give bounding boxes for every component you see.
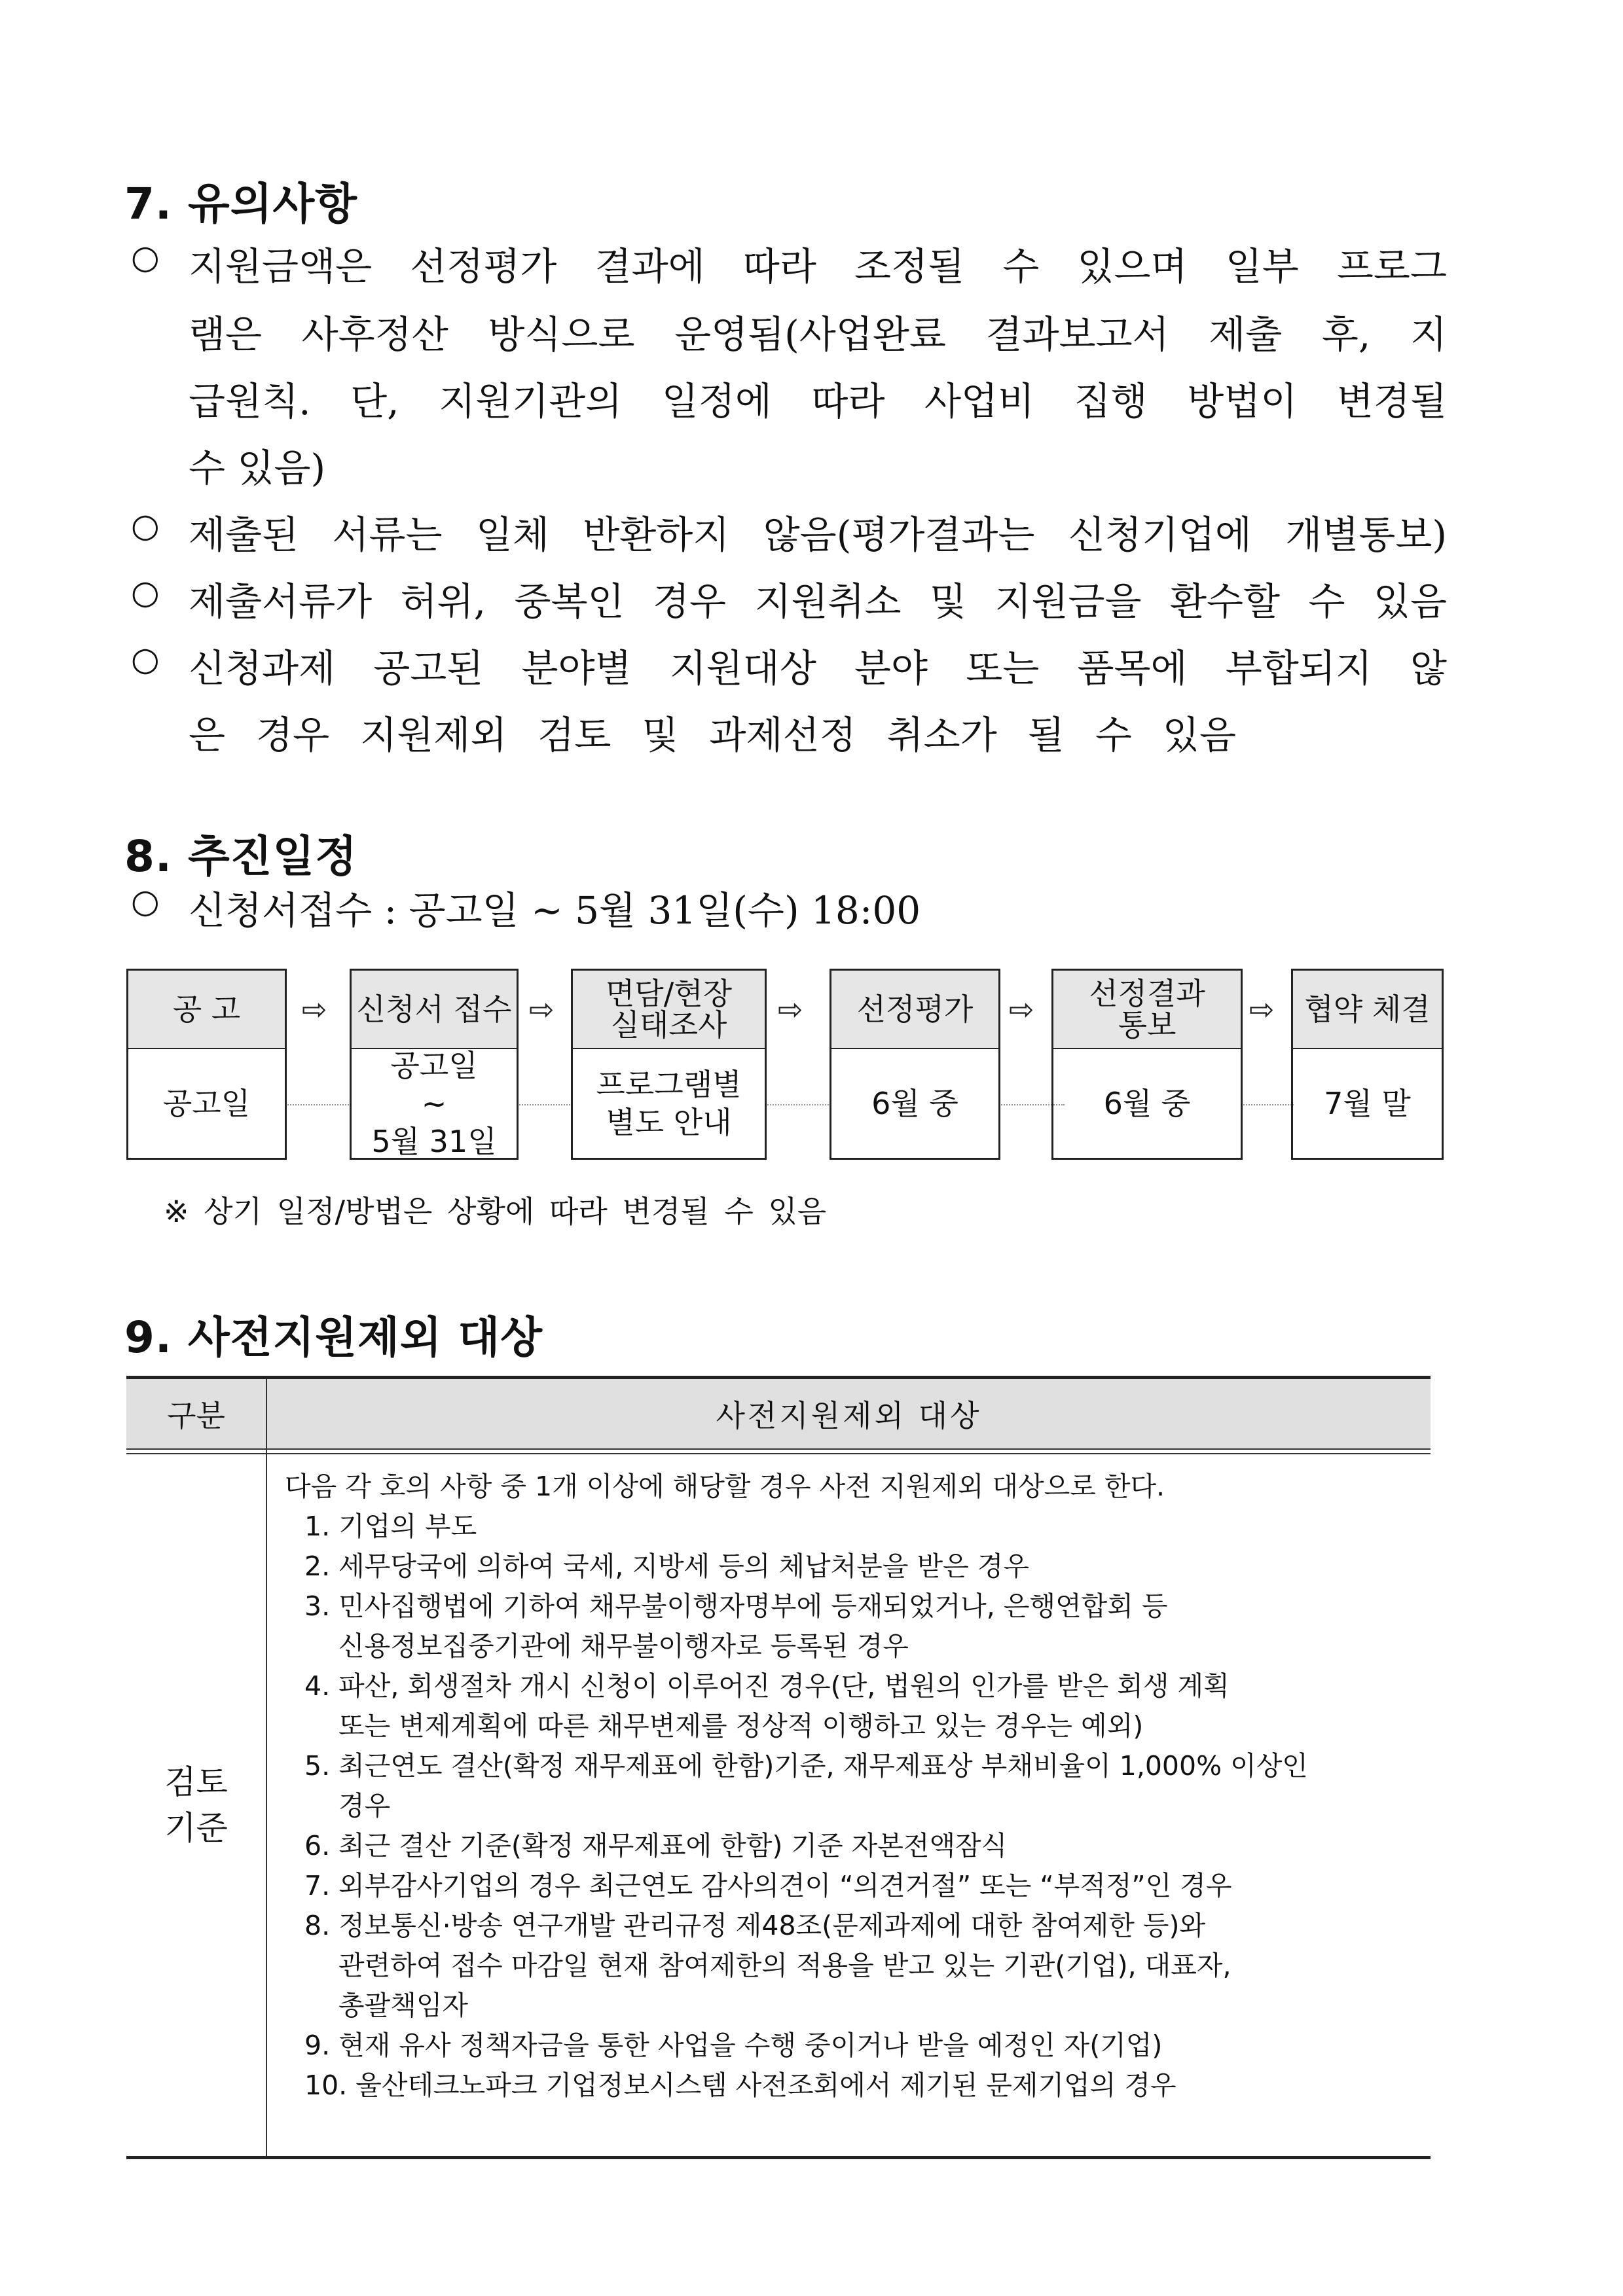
- table-list-item-cont: 총괄책임자: [338, 1990, 469, 2021]
- table-list-item: 1. 기업의 부도: [304, 1511, 477, 1542]
- notice-item-4: [0, 637, 1623, 706]
- table-list-item-cont: 또는 변제계획에 따른 채무변제를 정상적 이행하고 있는 경우는 예외): [338, 1710, 1144, 1742]
- notice-item-3: [0, 571, 1623, 639]
- table-intro-line: 다음 각 호의 사항 중 1개 이상에 해당할 경우 사전 지원제외 대상으로 한다.: [285, 1471, 1165, 1502]
- step-body-line: 공고일: [390, 1048, 478, 1083]
- arrow-right-icon: ⇨: [778, 992, 803, 1027]
- circle-bullet-icon: ○: [131, 238, 160, 276]
- exclusion-table: [126, 1376, 1431, 2159]
- notice-line: 신청과제 공고된 분야별 지원대상 분야 또는 품목에 부합되지 않: [189, 646, 1447, 691]
- arrow-right-icon: ⇨: [529, 992, 555, 1027]
- notice-line: 제출된 서류는 일체 반환하지 않음(평가결과는 신청기업에 개별통보): [189, 512, 1447, 557]
- step-header: [1053, 971, 1241, 1049]
- step-body: [573, 1049, 765, 1158]
- section-7-title: 7. 유의사항: [124, 179, 357, 229]
- table-list-item: 5. 최근연도 결산(확정 재무제표에 한함)기준, 재무제표상 부채비율이 1,000% 이상인: [304, 1750, 1308, 1782]
- table-category-cell: [126, 1454, 266, 2156]
- circle-bullet-icon: ○: [131, 640, 160, 678]
- step-body: 6월 중: [1103, 1086, 1191, 1121]
- table-header-divider: [126, 1448, 1431, 1454]
- step-header-line: 통보: [1118, 1007, 1176, 1043]
- category-line: 검토: [164, 1763, 228, 1801]
- step-body-line: 5월 31일: [371, 1124, 497, 1159]
- connector-line: [765, 1104, 831, 1105]
- step-body: 공고일: [162, 1086, 251, 1121]
- notice-item-2: [0, 504, 1623, 572]
- section-8-title: 8. 추진일정: [124, 831, 357, 882]
- step-header: [573, 971, 765, 1049]
- notice-line: 은 경우 지원제외 검토 및 과제선정 취소가 될 수 있음: [189, 713, 1236, 757]
- table-bottom-border: [126, 2156, 1431, 2159]
- table-list-item: 9. 현재 유사 정책자금을 통한 사업을 수행 중이거나 받을 예정인 자(기업): [304, 2030, 1163, 2061]
- table-list-item: 7. 외부감사기업의 경우 최근연도 감사의견이 “의견거절” 또는 “부적정”인 경우: [304, 1870, 1232, 1901]
- table-list-item-cont: 관련하여 접수 마감일 현재 참여제한의 적용을 받고 있는 기관(기업), 대표자,: [338, 1950, 1231, 1981]
- table-list-item: 2. 세무당국에 의하여 국세, 지방세 등의 체납처분을 받은 경우: [304, 1551, 1029, 1582]
- step-header: 협약 체결: [1293, 971, 1442, 1049]
- step-header-line: 면담/현장: [605, 976, 733, 1011]
- step-body: 7월 말: [1324, 1086, 1411, 1121]
- arrow-right-icon: ⇨: [1249, 992, 1275, 1027]
- table-list-item: 3. 민사집행법에 기하여 채무불이행자명부에 등재되었거나, 은행연합회 등: [304, 1590, 1168, 1622]
- step-header: 공 고: [128, 971, 285, 1049]
- step-body: 6월 중: [871, 1086, 958, 1121]
- step-body-line: 프로그램별: [596, 1067, 742, 1102]
- circle-bullet-icon: ○: [131, 507, 160, 545]
- arrow-right-icon: ⇨: [302, 992, 327, 1027]
- connector-line: [1241, 1104, 1294, 1105]
- step-body: [352, 1049, 517, 1158]
- table-list-item-cont: 신용정보집중기관에 채무불이행자로 등록된 경우: [338, 1630, 909, 1662]
- step-body-line: ~: [421, 1086, 447, 1121]
- step-header: 선정평가: [831, 971, 998, 1049]
- table-list-item: 4. 파산, 회생절차 개시 신청이 이루어진 경우(단, 법원의 인가를 받은 회생 계획: [304, 1670, 1230, 1702]
- step-header-line: 선정결과: [1089, 976, 1205, 1011]
- step-body-line: 별도 안내: [606, 1105, 732, 1140]
- notice-item-1-cont: [0, 437, 1623, 505]
- notice-item-1-cont: [0, 304, 1623, 372]
- schedule-step-interview: [571, 969, 767, 1160]
- schedule-step-result-notice: [1051, 969, 1243, 1160]
- notice-line: 램은 사후정산 방식으로 운영됨(사업완료 결과보고서 제출 후, 지: [189, 312, 1447, 357]
- arrow-right-icon: ⇨: [1009, 992, 1034, 1027]
- connector-line: [285, 1104, 351, 1105]
- notice-line: 수 있음): [189, 446, 326, 490]
- table-list-item: 6. 최근 결산 기준(확정 재무제표에 한함) 기준 자본전액잠식: [304, 1830, 1008, 1861]
- category-line: 기준: [164, 1809, 228, 1847]
- step-header: 신청서 접수: [352, 971, 517, 1049]
- table-list-item-cont: 경우: [338, 1790, 391, 1821]
- circle-bullet-icon: ○: [131, 573, 160, 611]
- table-list-item: 8. 정보통신·방송 연구개발 관리규정 제48조(문제과제에 대한 참여제한 등)와: [304, 1910, 1206, 1941]
- circle-bullet-icon: ○: [131, 882, 160, 920]
- schedule-step-evaluation: [830, 969, 1000, 1160]
- notice-line: 지원금액은 선정평가 결과에 따라 조정될 수 있으며 일부 프로그: [189, 244, 1447, 289]
- schedule-note: ※ 상기 일정/방법은 상황에 따라 변경될 수 있음: [164, 1194, 827, 1229]
- schedule-step-announcement: [126, 969, 287, 1160]
- notice-item-1-cont: [0, 370, 1623, 439]
- section-9-title: 9. 사전지원제외 대상: [124, 1312, 543, 1363]
- table-header-target: 사전지원제외 대상: [716, 1398, 982, 1433]
- application-period: [0, 880, 1623, 948]
- step-header-line: 실태조사: [610, 1007, 727, 1043]
- table-header-category: 구분: [167, 1398, 225, 1433]
- notice-line: 급원칙. 단, 지원기관의 일정에 따라 사업비 집행 방법이 변경될: [189, 379, 1447, 423]
- connector-line: [517, 1104, 572, 1105]
- application-period-text: 신청서접수 : 공고일 ~ 5월 31일(수) 18:00: [189, 888, 921, 933]
- table-list-item: 10. 울산테크노파크 기업정보시스템 사전조회에서 제기된 문제기업의 경우: [304, 2070, 1176, 2101]
- notice-line: 제출서류가 허위, 중복인 경우 지원취소 및 지원금을 환수할 수 있음: [189, 579, 1447, 624]
- notice-item-1: [0, 236, 1623, 304]
- schedule-step-agreement: [1291, 969, 1444, 1160]
- schedule-step-application: [350, 969, 519, 1160]
- notice-item-4-cont: [0, 704, 1623, 772]
- table-column-divider: [266, 1379, 267, 2158]
